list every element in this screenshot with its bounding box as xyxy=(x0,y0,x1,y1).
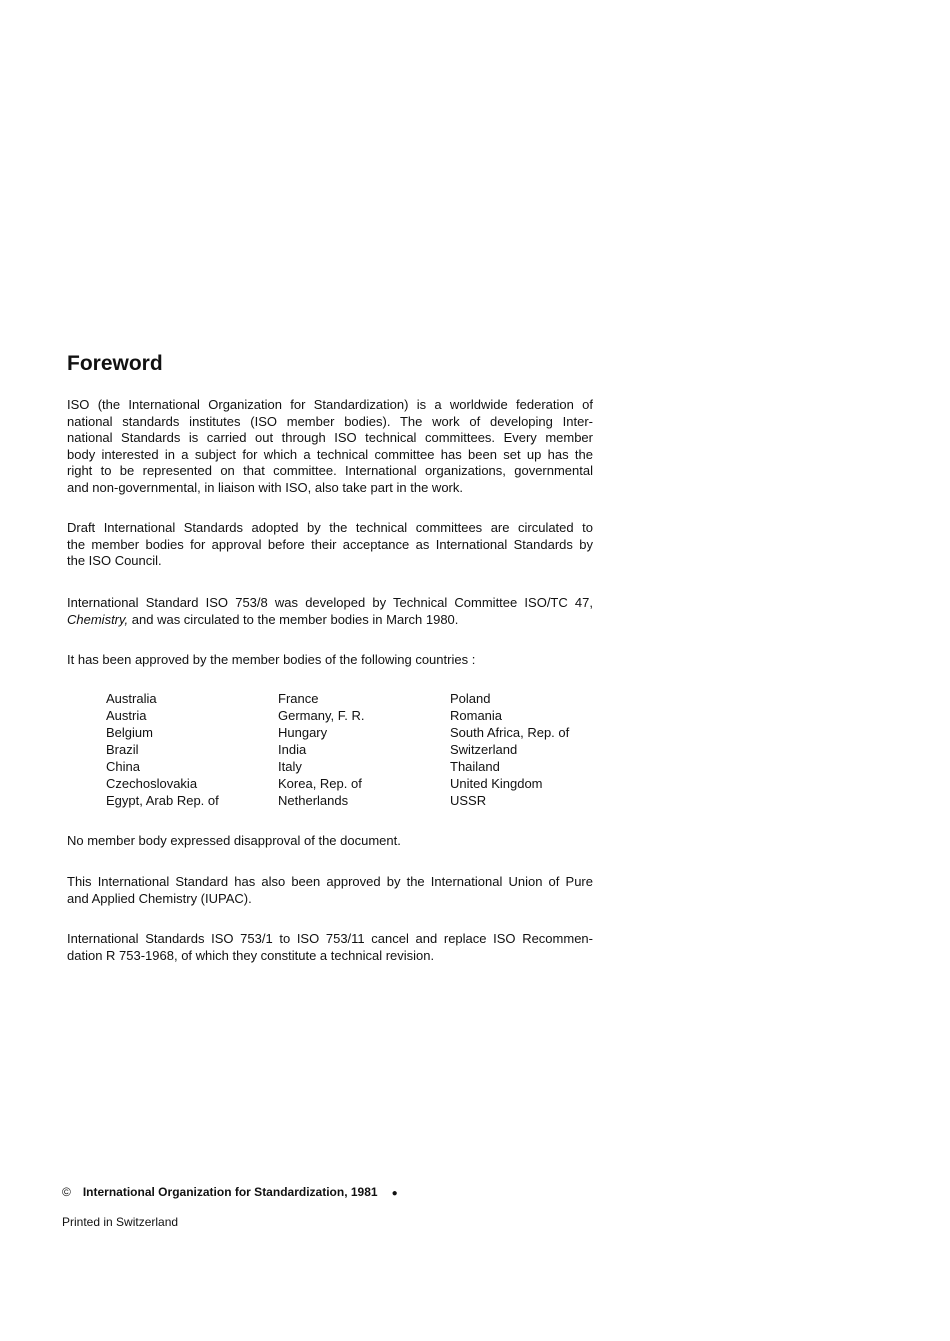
country: Korea, Rep. of xyxy=(278,776,362,791)
text-line: and Applied Chemistry (IUPAC). xyxy=(67,890,252,906)
paragraph-approval xyxy=(67,652,593,669)
country-column xyxy=(278,690,448,809)
country-column xyxy=(106,690,276,809)
country: Romania xyxy=(450,708,503,723)
country: Australia xyxy=(106,691,157,706)
country-column xyxy=(450,690,620,809)
country: Austria xyxy=(106,708,147,723)
paragraph-iso-intro xyxy=(67,397,593,497)
text-line: International Standards ISO 753/1 to ISO 753/11 cancel and replace ISO Recommen- xyxy=(67,931,593,946)
paragraph-iupac xyxy=(67,874,593,907)
country: Czechoslovakia xyxy=(106,776,198,791)
country: Hungary xyxy=(278,725,328,740)
printed-location: Printed in Switzerland xyxy=(62,1215,179,1229)
country: Switzerland xyxy=(450,742,518,757)
country: Egypt, Arab Rep. of xyxy=(106,793,219,808)
text-line: This International Standard has also been approved by the International Union of Pure xyxy=(67,874,593,889)
text-line: the member bodies for approval before their acceptance as International Standards by xyxy=(67,536,593,552)
country: Italy xyxy=(278,759,302,774)
text-line: dation R 753-1968, of which they constitute a technical revision. xyxy=(67,947,435,963)
text-line: the ISO Council. xyxy=(67,553,162,569)
country: Germany, F. R. xyxy=(278,708,365,723)
text-line: body interested in a subject for which a technical committee has been set up has the xyxy=(67,446,593,462)
text-line: national Standards is carried out through ISO technical committees. Every member xyxy=(67,430,593,446)
text-line: and non-governmental, in liaison with ISO, also take part in the work. xyxy=(67,479,463,495)
country: India xyxy=(278,742,307,757)
committee-name: Chemistry, xyxy=(67,611,129,627)
country: Brazil xyxy=(106,742,139,757)
copyright-icon: © xyxy=(62,1185,71,1199)
copyright-notice xyxy=(62,1185,398,1199)
text-line: national standards institutes (ISO member bodies). The work of developing Inter- xyxy=(67,413,593,429)
text-line: It has been approved by the member bodies of the following countries : xyxy=(67,652,476,667)
copyright-text: International Organization for Standardization, 1981 xyxy=(82,1185,378,1199)
text-line: right to be represented on that committee. International organizations, governmental xyxy=(67,463,593,479)
country: United Kingdom xyxy=(450,776,543,791)
text-line xyxy=(67,612,593,629)
text-line: No member body expressed disapproval of the document. xyxy=(67,833,401,848)
text-line: Draft International Standards adopted by the technical committees are circulated to xyxy=(67,520,593,535)
country: France xyxy=(278,691,319,706)
page-title: Foreword xyxy=(67,352,163,375)
country: Belgium xyxy=(106,725,153,740)
country: Poland xyxy=(450,691,491,706)
country: Netherlands xyxy=(278,793,349,808)
text-line: International Standard ISO 753/8 was developed by Technical Committee ISO/TC 47, xyxy=(67,595,593,610)
country: China xyxy=(106,759,140,774)
country: USSR xyxy=(450,793,487,808)
text-segment: and was circulated to the member bodies in March 1980. xyxy=(128,611,459,627)
paragraph-revision xyxy=(67,931,593,964)
paragraph-draft-standards xyxy=(67,520,593,570)
text-line: ISO (the International Organization for Standardization) is a worldwide federation of xyxy=(67,397,593,412)
paragraph-no-disapproval xyxy=(67,833,593,850)
country: South Africa, Rep. of xyxy=(450,725,570,740)
paragraph-development xyxy=(67,595,593,628)
country: Thailand xyxy=(450,759,500,774)
bullet-icon: ● xyxy=(391,1188,398,1199)
